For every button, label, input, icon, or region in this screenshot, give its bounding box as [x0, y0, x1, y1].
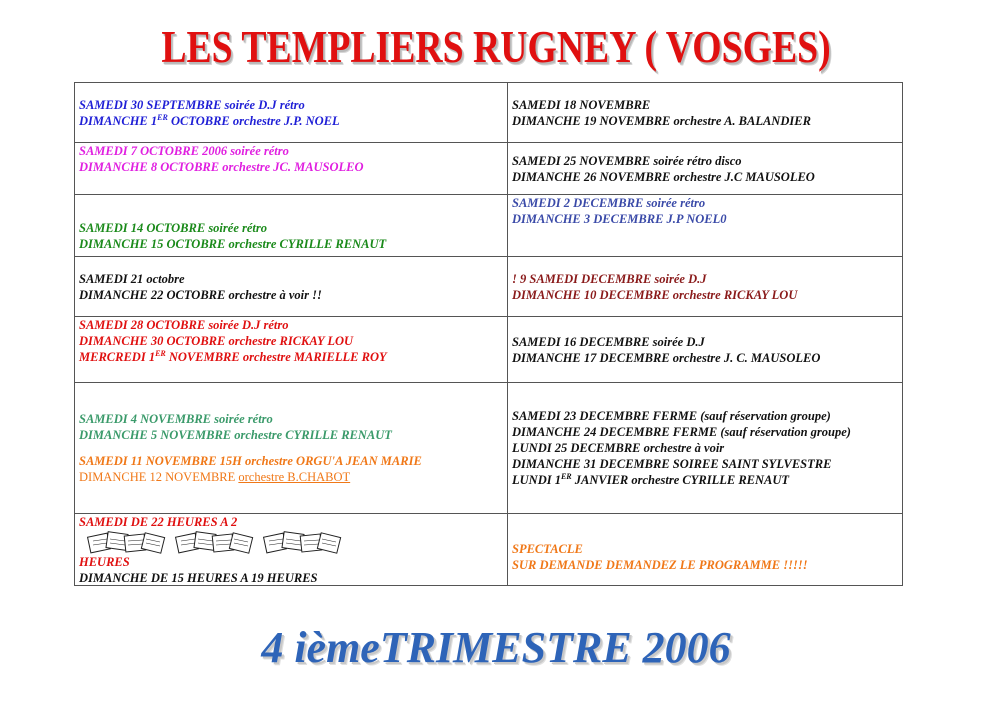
- event-line: DIMANCHE 31 DECEMBRE SOIREE SAINT SYLVESTRE: [512, 457, 832, 471]
- sheet-music-icon: [85, 529, 167, 555]
- table-row: [74, 513, 903, 585]
- event-line: SAMEDI 30 SEPTEMBRE soirée D.J rétro: [79, 97, 305, 112]
- table-row: [74, 194, 903, 256]
- event-line: DIMANCHE 10 DECEMBRE orchestre RICKAY LOU: [512, 287, 798, 302]
- event-line: DIMANCHE 24 DECEMBRE FERME (sauf réservation groupe): [512, 425, 851, 439]
- event-line: DIMANCHE 17 DECEMBRE orchestre J. C. MAUSOLEO: [512, 350, 821, 365]
- cell-oct14-15: [74, 194, 508, 257]
- event-line: SAMEDI 28 OCTOBRE soirée D.J rétro: [79, 318, 289, 332]
- event-line: SAMEDI 7 OCTOBRE 2006 soirée rétro: [79, 144, 289, 158]
- event-line: LUNDI 25 DECEMBRE orchestre à voir: [512, 441, 725, 455]
- cell-dec16-17: [507, 316, 903, 383]
- table-row: [74, 316, 903, 382]
- table-row: [74, 142, 903, 194]
- event-line: DIMANCHE DE 15 HEURES A 19 HEURES: [79, 571, 318, 585]
- event-line: SAMEDI 14 OCTOBRE soirée rétro: [79, 221, 267, 235]
- table-row: [74, 256, 903, 316]
- cell-oct21-22: [74, 256, 508, 317]
- table-row: [74, 382, 903, 513]
- event-line: MERCREDI 1ER NOVEMBRE orchestre MARIELLE ROY: [79, 348, 387, 364]
- event-line: DIMANCHE 5 NOVEMBRE orchestre CYRILLE RENAUT: [79, 428, 392, 442]
- cell-sept30-oct1: [74, 82, 508, 143]
- event-line: DIMANCHE 3 DECEMBRE J.P NOEL0: [512, 212, 727, 226]
- event-line: SAMEDI 11 NOVEMBRE 15H orchestre ORGU'A JEAN MARIE: [79, 454, 422, 468]
- cell-dec9-10: [507, 256, 903, 317]
- event-line: DIMANCHE 30 OCTOBRE orchestre RICKAY LOU: [79, 334, 354, 348]
- event-line: DIMANCHE 15 OCTOBRE orchestre CYRILLE RENAUT: [79, 237, 387, 251]
- schedule-table: [74, 82, 903, 585]
- event-line: SAMEDI 23 DECEMBRE FERME (sauf réservation groupe): [512, 409, 831, 423]
- event-line: DIMANCHE 12 NOVEMBRE orchestre B.CHABOT: [79, 470, 351, 484]
- event-line: DIMANCHE 22 OCTOBRE orchestre à voir !!: [79, 287, 322, 302]
- event-line: SAMEDI 25 NOVEMBRE soirée rétro disco: [512, 153, 742, 168]
- event-line: ! 9 SAMEDI DECEMBRE soirée D.J: [512, 271, 707, 286]
- event-line: DIMANCHE 1ER OCTOBRE orchestre J.P. NOEL: [79, 112, 340, 128]
- event-line: SAMEDI 2 DECEMBRE soirée rétro: [512, 196, 706, 210]
- sheet-music-icon: [173, 529, 255, 555]
- cell-nov18-19: [507, 82, 903, 143]
- spacer: [79, 443, 503, 453]
- event-line: SAMEDI 4 NOVEMBRE soirée rétro: [79, 412, 273, 426]
- event-line: SUR DEMANDE DEMANDEZ LE PROGRAMME !!!!!: [512, 558, 808, 572]
- event-line: DIMANCHE 26 NOVEMBRE orchestre J.C MAUSOLEO: [512, 169, 815, 184]
- cell-oct7-8: [74, 142, 508, 195]
- sheet-music-icon: [261, 529, 343, 555]
- footer-title: 4 ièmeTRIMESTRE 2006: [261, 623, 731, 672]
- event-line: SAMEDI 16 DECEMBRE soirée D.J: [512, 334, 705, 349]
- event-line: SAMEDI 18 NOVEMBRE: [512, 97, 651, 112]
- cell-nov4-12: [74, 382, 508, 514]
- cell-spectacle: [507, 513, 903, 586]
- event-line: SAMEDI 21 octobre: [79, 271, 185, 286]
- event-line: DIMANCHE 8 OCTOBRE orchestre JC. MAUSOLEO: [79, 160, 364, 174]
- cell-dec2-3: [507, 194, 903, 257]
- event-line: DIMANCHE 19 NOVEMBRE orchestre A. BALANDIER: [512, 113, 811, 128]
- table-row: [74, 82, 903, 142]
- event-line: SAMEDI DE 22 HEURES A 2: [79, 515, 238, 529]
- music-notes-row: [79, 530, 503, 554]
- cell-opening-hours: [74, 513, 508, 586]
- event-line: HEURES: [79, 555, 130, 569]
- page-title: LES TEMPLIERS RUGNEY ( VOSGES): [161, 21, 831, 72]
- cell-oct28-nov1: [74, 316, 508, 383]
- event-line: SPECTACLE: [512, 542, 583, 556]
- event-line: LUNDI 1ER JANVIER orchestre CYRILLE RENAUT: [512, 471, 790, 487]
- cell-nov25-26: [507, 142, 903, 195]
- cell-dec23-jan1: [507, 382, 903, 514]
